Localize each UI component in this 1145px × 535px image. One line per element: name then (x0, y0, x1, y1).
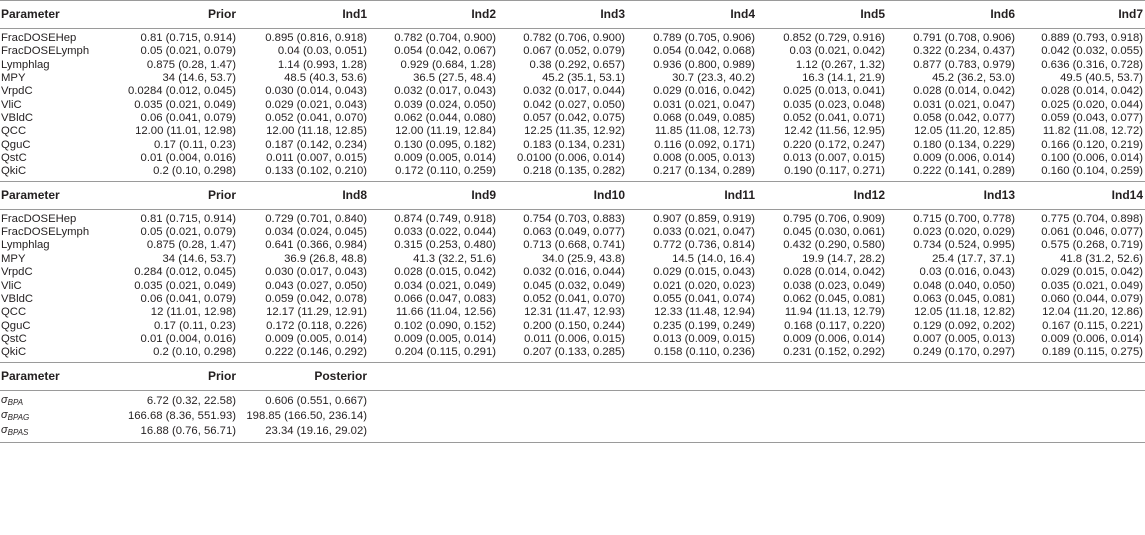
table-row (0, 152, 1145, 165)
parameter-name-cell: MPY (1, 252, 26, 265)
value-cell: 0.011 (0.007, 0.015) (266, 152, 367, 165)
header-cell: Ind3 (498, 1, 627, 29)
value-cell: 0.168 (0.117, 0.220) (784, 319, 885, 332)
value-cell: 0.035 (0.021, 0.049) (134, 279, 236, 292)
table-row (0, 139, 1145, 152)
parameter-name-cell: VliC (1, 98, 22, 111)
value-cell: 0.009 (0.005, 0.014) (394, 152, 496, 165)
value-cell: 0.166 (0.120, 0.219) (1041, 138, 1143, 151)
sigma-symbol: σ (1, 408, 8, 421)
value-cell: 0.06 (0.041, 0.079) (140, 112, 236, 125)
value-cell: 0.062 (0.045, 0.081) (783, 292, 885, 305)
posterior-value-cell: 198.85 (166.50, 236.14) (246, 409, 367, 422)
table-row (0, 165, 1145, 180)
value-cell: 0.063 (0.049, 0.077) (523, 226, 625, 239)
value-cell: 0.032 (0.017, 0.044) (523, 85, 625, 98)
header-cell: Ind9 (369, 181, 498, 209)
value-cell: 0.048 (0.040, 0.050) (913, 279, 1015, 292)
parameter-name-cell: QguC (1, 319, 31, 332)
parameter-name-cell: VliC (1, 279, 22, 292)
value-cell: 0.028 (0.014, 0.042) (913, 85, 1015, 98)
header-row (0, 362, 1145, 390)
value-cell: 0.035 (0.021, 0.049) (134, 98, 236, 111)
header-cell: Prior (118, 362, 238, 390)
parameter-name-cell: VrpdC (1, 85, 33, 98)
table-row (0, 239, 1145, 252)
table-row (0, 85, 1145, 98)
value-cell: 0.058 (0.042, 0.077) (913, 112, 1015, 125)
value-cell: 0.031 (0.021, 0.047) (913, 98, 1015, 111)
value-cell: 0.009 (0.006, 0.014) (783, 332, 885, 345)
table-row (0, 280, 1145, 293)
value-cell: 0.0100 (0.006, 0.014) (516, 152, 625, 165)
prior-value-cell: 6.72 (0.32, 22.58) (146, 394, 236, 407)
value-cell: 16.3 (14.1, 21.9) (802, 72, 885, 85)
value-cell: 0.172 (0.118, 0.226) (266, 319, 367, 332)
value-cell: 0.03 (0.016, 0.043) (919, 266, 1015, 279)
value-cell: 0.715 (0.700, 0.778) (913, 212, 1015, 225)
value-cell: 45.2 (35.1, 53.1) (542, 72, 625, 85)
header-cell: Ind13 (887, 181, 1017, 209)
value-cell: 12.00 (11.19, 12.84) (395, 125, 496, 138)
value-cell: 0.030 (0.017, 0.043) (265, 266, 367, 279)
value-cell: 0.052 (0.041, 0.070) (523, 292, 625, 305)
value-cell: 0.029 (0.015, 0.043) (653, 266, 755, 279)
value-cell: 0.031 (0.021, 0.047) (653, 98, 755, 111)
table-row (0, 424, 1145, 441)
value-cell: 0.129 (0.092, 0.202) (913, 319, 1015, 332)
value-cell: 0.01 (0.004, 0.016) (140, 332, 236, 345)
value-cell: 0.05 (0.021, 0.079) (140, 226, 236, 239)
value-cell: 0.874 (0.749, 0.918) (394, 212, 496, 225)
value-cell: 0.052 (0.041, 0.071) (783, 112, 885, 125)
table-row (0, 125, 1145, 138)
value-cell: 0.030 (0.014, 0.043) (265, 85, 367, 98)
value-cell: 0.043 (0.027, 0.050) (265, 279, 367, 292)
value-cell: 0.2 (0.10, 0.298) (153, 165, 236, 178)
value-cell: 0.013 (0.007, 0.015) (783, 152, 885, 165)
value-cell: 11.85 (11.08, 12.73) (654, 125, 755, 138)
value-cell: 0.190 (0.117, 0.271) (784, 165, 885, 178)
value-cell: 11.82 (11.08, 12.72) (1042, 125, 1143, 138)
parameter-name-cell (0, 409, 118, 424)
value-cell: 0.2 (0.10, 0.298) (153, 346, 236, 359)
value-cell: 0.061 (0.046, 0.077) (1041, 226, 1143, 239)
header-row (0, 1, 1145, 29)
value-cell: 0.011 (0.006, 0.015) (524, 332, 625, 345)
value-cell: 36.5 (27.5, 48.4) (413, 72, 496, 85)
value-cell: 0.284 (0.012, 0.045) (134, 266, 236, 279)
value-cell: 12.00 (11.01, 12.98) (135, 125, 236, 138)
parameter-name-cell: VBldC (1, 292, 34, 305)
value-cell: 0.130 (0.095, 0.182) (394, 138, 496, 151)
value-cell: 0.875 (0.28, 1.47) (146, 58, 236, 71)
parameter-name-cell: FracDOSEHep (1, 212, 77, 225)
table-row (0, 333, 1145, 346)
value-cell: 0.032 (0.017, 0.043) (394, 85, 496, 98)
value-cell: 12.33 (11.48, 12.94) (654, 306, 755, 319)
value-cell: 0.060 (0.044, 0.079) (1041, 292, 1143, 305)
value-cell: 0.217 (0.134, 0.289) (653, 165, 755, 178)
parameter-name-cell: QCC (1, 125, 27, 138)
value-cell: 0.183 (0.134, 0.231) (523, 138, 625, 151)
value-cell: 12.05 (11.18, 12.82) (914, 306, 1015, 319)
posterior-value-cell: 0.606 (0.551, 0.667) (265, 394, 367, 407)
value-cell: 0.054 (0.042, 0.067) (394, 45, 496, 58)
table-row (0, 346, 1145, 361)
value-cell: 1.14 (0.993, 1.28) (277, 58, 367, 71)
value-cell: 0.133 (0.102, 0.210) (265, 165, 367, 178)
value-cell: 0.782 (0.706, 0.900) (523, 32, 625, 44)
header-cell: Ind7 (1017, 1, 1145, 29)
value-cell: 0.187 (0.142, 0.234) (265, 138, 367, 151)
parameter-name-cell: Lymphlag (1, 239, 50, 252)
block2-body (0, 209, 1145, 361)
value-cell: 0.795 (0.706, 0.909) (783, 212, 885, 225)
value-cell: 0.235 (0.199, 0.249) (653, 319, 755, 332)
value-cell: 0.034 (0.024, 0.045) (265, 226, 367, 239)
value-cell: 0.249 (0.170, 0.297) (913, 346, 1015, 359)
value-cell: 0.057 (0.042, 0.075) (523, 112, 625, 125)
value-cell: 0.636 (0.316, 0.728) (1041, 58, 1143, 71)
value-cell: 0.189 (0.115, 0.275) (1042, 346, 1143, 359)
value-cell: 0.772 (0.736, 0.814) (653, 239, 755, 252)
value-cell: 0.775 (0.704, 0.898) (1041, 212, 1143, 225)
value-cell: 0.0284 (0.012, 0.045) (127, 85, 236, 98)
table-row (0, 390, 1145, 409)
value-cell: 12.25 (11.35, 12.92) (524, 125, 625, 138)
value-cell: 12 (11.01, 12.98) (150, 306, 236, 319)
value-cell: 0.008 (0.005, 0.013) (653, 152, 755, 165)
parameter-name-cell: VrpdC (1, 266, 33, 279)
value-cell: 25.4 (17.7, 37.1) (932, 252, 1015, 265)
parameter-name-cell: FracDOSEHep (1, 32, 77, 44)
value-cell: 0.05 (0.021, 0.079) (140, 45, 236, 58)
value-cell: 0.222 (0.141, 0.289) (913, 165, 1015, 178)
value-cell: 0.033 (0.021, 0.047) (653, 226, 755, 239)
parameter-name-cell: QkiC (1, 165, 27, 178)
value-cell: 0.936 (0.800, 0.989) (653, 58, 755, 71)
value-cell: 0.063 (0.045, 0.081) (913, 292, 1015, 305)
parameter-name-cell: QguC (1, 138, 31, 151)
table-row (0, 112, 1145, 125)
value-cell: 0.222 (0.146, 0.292) (265, 346, 367, 359)
value-cell: 12.05 (11.20, 12.85) (914, 125, 1015, 138)
table-bottom-rule (0, 442, 1145, 443)
parameter-name-cell: QstC (1, 332, 27, 345)
value-cell: 0.045 (0.032, 0.049) (523, 279, 625, 292)
value-cell: 0.713 (0.668, 0.741) (523, 239, 625, 252)
header-cell: Prior (118, 1, 238, 29)
value-cell: 0.028 (0.015, 0.042) (394, 266, 496, 279)
table-row (0, 306, 1145, 319)
value-cell: 0.575 (0.268, 0.719) (1041, 239, 1143, 252)
value-cell: 0.81 (0.715, 0.914) (140, 32, 236, 44)
value-cell: 0.789 (0.705, 0.906) (653, 32, 755, 44)
table-block-3 (0, 362, 1145, 442)
value-cell: 12.00 (11.18, 12.85) (266, 125, 367, 138)
value-cell: 0.025 (0.013, 0.041) (783, 85, 885, 98)
sigma-symbol: σ (1, 424, 8, 437)
value-cell: 0.013 (0.009, 0.015) (653, 332, 755, 345)
value-cell: 0.907 (0.859, 0.919) (653, 212, 755, 225)
value-cell: 0.009 (0.006, 0.014) (913, 152, 1015, 165)
header-cell: Ind6 (887, 1, 1017, 29)
value-cell: 0.180 (0.134, 0.229) (913, 138, 1015, 151)
value-cell: 0.17 (0.11, 0.23) (153, 138, 236, 151)
header-cell: Ind14 (1017, 181, 1145, 209)
sigma-subscript: BPAS (7, 428, 29, 438)
value-cell: 0.877 (0.783, 0.979) (913, 58, 1015, 71)
value-cell: 19.9 (14.7, 28.2) (802, 252, 885, 265)
value-cell: 12.04 (11.20, 12.86) (1042, 306, 1143, 319)
value-cell: 41.3 (32.2, 51.6) (413, 252, 496, 265)
table-row (0, 226, 1145, 239)
header-cell: Parameter (0, 1, 118, 29)
value-cell: 0.200 (0.150, 0.244) (523, 319, 625, 332)
value-cell: 0.028 (0.014, 0.042) (783, 266, 885, 279)
table-row (0, 45, 1145, 58)
value-cell: 0.04 (0.03, 0.051) (277, 45, 367, 58)
prior-value-cell: 166.68 (8.36, 551.93) (127, 409, 236, 422)
value-cell: 0.782 (0.704, 0.900) (394, 32, 496, 44)
value-cell: 0.432 (0.290, 0.580) (783, 239, 885, 252)
value-cell: 0.116 (0.092, 0.171) (654, 138, 755, 151)
header-row (0, 181, 1145, 209)
value-cell: 0.895 (0.816, 0.918) (265, 32, 367, 44)
value-cell: 0.035 (0.021, 0.049) (1041, 279, 1143, 292)
header-cell: Prior (118, 181, 238, 209)
block1-body (0, 29, 1145, 181)
value-cell: 11.66 (11.04, 12.56) (395, 306, 496, 319)
header-cell: Ind1 (238, 1, 369, 29)
parameter-name-cell: FracDOSELymph (1, 226, 90, 239)
value-cell: 0.204 (0.115, 0.291) (395, 346, 496, 359)
parameter-name-cell (0, 424, 118, 441)
header-cell: Ind10 (498, 181, 627, 209)
value-cell: 0.023 (0.020, 0.029) (913, 226, 1015, 239)
value-cell: 30.7 (23.3, 40.2) (672, 72, 755, 85)
value-cell: 0.791 (0.708, 0.906) (913, 32, 1015, 44)
value-cell: 0.160 (0.104, 0.259) (1041, 165, 1143, 178)
parameter-name-cell: VBldC (1, 112, 34, 125)
value-cell: 36.9 (26.8, 48.8) (284, 252, 367, 265)
value-cell: 0.042 (0.032, 0.055) (1041, 45, 1143, 58)
value-cell: 0.038 (0.023, 0.049) (783, 279, 885, 292)
value-cell: 0.028 (0.014, 0.042) (1041, 85, 1143, 98)
value-cell: 0.207 (0.133, 0.285) (523, 346, 625, 359)
table-row (0, 266, 1145, 279)
header-cell: Ind8 (238, 181, 369, 209)
value-cell: 0.889 (0.793, 0.918) (1041, 32, 1143, 44)
value-cell: 0.025 (0.020, 0.044) (1041, 98, 1143, 111)
value-cell: 0.032 (0.016, 0.044) (523, 266, 625, 279)
table-block-1 (0, 0, 1145, 181)
value-cell: 0.929 (0.684, 1.28) (400, 58, 496, 71)
row-spacer (369, 409, 1145, 424)
value-cell: 0.021 (0.020, 0.023) (653, 279, 755, 292)
parameter-name-cell: FracDOSELymph (1, 45, 90, 58)
value-cell: 0.042 (0.027, 0.050) (523, 98, 625, 111)
value-cell: 0.033 (0.022, 0.044) (394, 226, 496, 239)
value-cell: 0.055 (0.041, 0.074) (653, 292, 755, 305)
posterior-value-cell: 23.34 (19.16, 29.02) (265, 425, 367, 438)
parameter-name-cell: QkiC (1, 346, 27, 359)
value-cell: 0.009 (0.006, 0.014) (1041, 332, 1143, 345)
value-cell: 0.38 (0.292, 0.657) (529, 58, 625, 71)
value-cell: 0.167 (0.115, 0.221) (1042, 319, 1143, 332)
table-row (0, 409, 1145, 424)
table-row (0, 320, 1145, 333)
value-cell: 0.729 (0.701, 0.840) (265, 212, 367, 225)
value-cell: 12.17 (11.29, 12.91) (266, 306, 367, 319)
header-cell: Ind4 (627, 1, 757, 29)
value-cell: 41.8 (31.2, 52.6) (1060, 252, 1143, 265)
table-row (0, 29, 1145, 46)
table-row (0, 59, 1145, 72)
value-cell: 0.102 (0.090, 0.152) (394, 319, 496, 332)
block3-body (0, 390, 1145, 442)
value-cell: 0.734 (0.524, 0.995) (913, 239, 1015, 252)
parameter-name-cell: QstC (1, 152, 27, 165)
sigma-subscript: BPA (7, 397, 24, 407)
table-row (0, 99, 1145, 112)
value-cell: 0.035 (0.023, 0.048) (783, 98, 885, 111)
header-cell: Ind11 (627, 181, 757, 209)
value-cell: 34 (14.6, 53.7) (162, 252, 236, 265)
table-row (0, 293, 1145, 306)
value-cell: 0.009 (0.005, 0.014) (265, 332, 367, 345)
table-block-2 (0, 181, 1145, 362)
value-cell: 0.029 (0.015, 0.042) (1041, 266, 1143, 279)
value-cell: 0.231 (0.152, 0.292) (783, 346, 885, 359)
value-cell: 0.068 (0.049, 0.085) (653, 112, 755, 125)
header-cell: Ind12 (757, 181, 887, 209)
value-cell: 0.852 (0.729, 0.916) (783, 32, 885, 44)
parameter-name-cell (0, 390, 118, 409)
table-row (0, 253, 1145, 266)
value-cell: 0.172 (0.110, 0.259) (395, 165, 496, 178)
value-cell: 0.81 (0.715, 0.914) (140, 212, 236, 225)
row-spacer (369, 390, 1145, 409)
value-cell: 0.059 (0.043, 0.077) (1041, 112, 1143, 125)
row-spacer (369, 424, 1145, 441)
value-cell: 0.158 (0.110, 0.236) (654, 346, 755, 359)
value-cell: 49.5 (40.5, 53.7) (1060, 72, 1143, 85)
value-cell: 0.039 (0.024, 0.050) (394, 98, 496, 111)
value-cell: 0.754 (0.703, 0.883) (523, 212, 625, 225)
parameter-name-cell: MPY (1, 72, 26, 85)
value-cell: 11.94 (11.13, 12.79) (784, 306, 885, 319)
value-cell: 0.100 (0.006, 0.014) (1041, 152, 1143, 165)
header-cell: Parameter (0, 362, 118, 390)
value-cell: 0.06 (0.041, 0.079) (140, 292, 236, 305)
value-cell: 0.218 (0.135, 0.282) (523, 165, 625, 178)
value-cell: 0.066 (0.047, 0.083) (394, 292, 496, 305)
value-cell: 0.052 (0.041, 0.070) (265, 112, 367, 125)
prior-value-cell: 16.88 (0.76, 56.71) (140, 425, 236, 438)
value-cell: 45.2 (36.2, 53.0) (932, 72, 1015, 85)
parameter-name-cell: QCC (1, 306, 27, 319)
table-row (0, 209, 1145, 226)
sigma-symbol: σ (1, 393, 8, 406)
header-cell: Posterior (238, 362, 369, 390)
value-cell: 0.054 (0.042, 0.068) (653, 45, 755, 58)
value-cell: 14.5 (14.0, 16.4) (672, 252, 755, 265)
header-spacer (369, 362, 1145, 390)
value-cell: 1.12 (0.267, 1.32) (795, 58, 885, 71)
value-cell: 0.067 (0.052, 0.079) (523, 45, 625, 58)
table-row (0, 72, 1145, 85)
value-cell: 0.034 (0.021, 0.049) (394, 279, 496, 292)
sigma-subscript: BPAG (7, 412, 30, 422)
value-cell: 0.315 (0.253, 0.480) (394, 239, 496, 252)
value-cell: 34 (14.6, 53.7) (162, 72, 236, 85)
parameter-name-cell: Lymphlag (1, 58, 50, 71)
value-cell: 0.062 (0.044, 0.080) (394, 112, 496, 125)
value-cell: 0.045 (0.030, 0.061) (783, 226, 885, 239)
value-cell: 0.322 (0.234, 0.437) (913, 45, 1015, 58)
header-cell: Ind5 (757, 1, 887, 29)
value-cell: 0.17 (0.11, 0.23) (153, 319, 236, 332)
value-cell: 0.059 (0.042, 0.078) (265, 292, 367, 305)
value-cell: 0.009 (0.005, 0.014) (394, 332, 496, 345)
value-cell: 0.029 (0.021, 0.043) (265, 98, 367, 111)
value-cell: 0.007 (0.005, 0.013) (913, 332, 1015, 345)
value-cell: 0.641 (0.366, 0.984) (265, 239, 367, 252)
value-cell: 34.0 (25.9, 43.8) (542, 252, 625, 265)
value-cell: 0.01 (0.004, 0.016) (140, 152, 236, 165)
header-cell: Parameter (0, 181, 118, 209)
value-cell: 0.875 (0.28, 1.47) (146, 239, 236, 252)
value-cell: 0.029 (0.016, 0.042) (653, 85, 755, 98)
value-cell: 12.42 (11.56, 12.95) (784, 125, 885, 138)
value-cell: 0.03 (0.021, 0.042) (789, 45, 885, 58)
value-cell: 0.220 (0.172, 0.247) (783, 138, 885, 151)
value-cell: 12.31 (11.47, 12.93) (524, 306, 625, 319)
header-cell: Ind2 (369, 1, 498, 29)
value-cell: 48.5 (40.3, 53.6) (284, 72, 367, 85)
